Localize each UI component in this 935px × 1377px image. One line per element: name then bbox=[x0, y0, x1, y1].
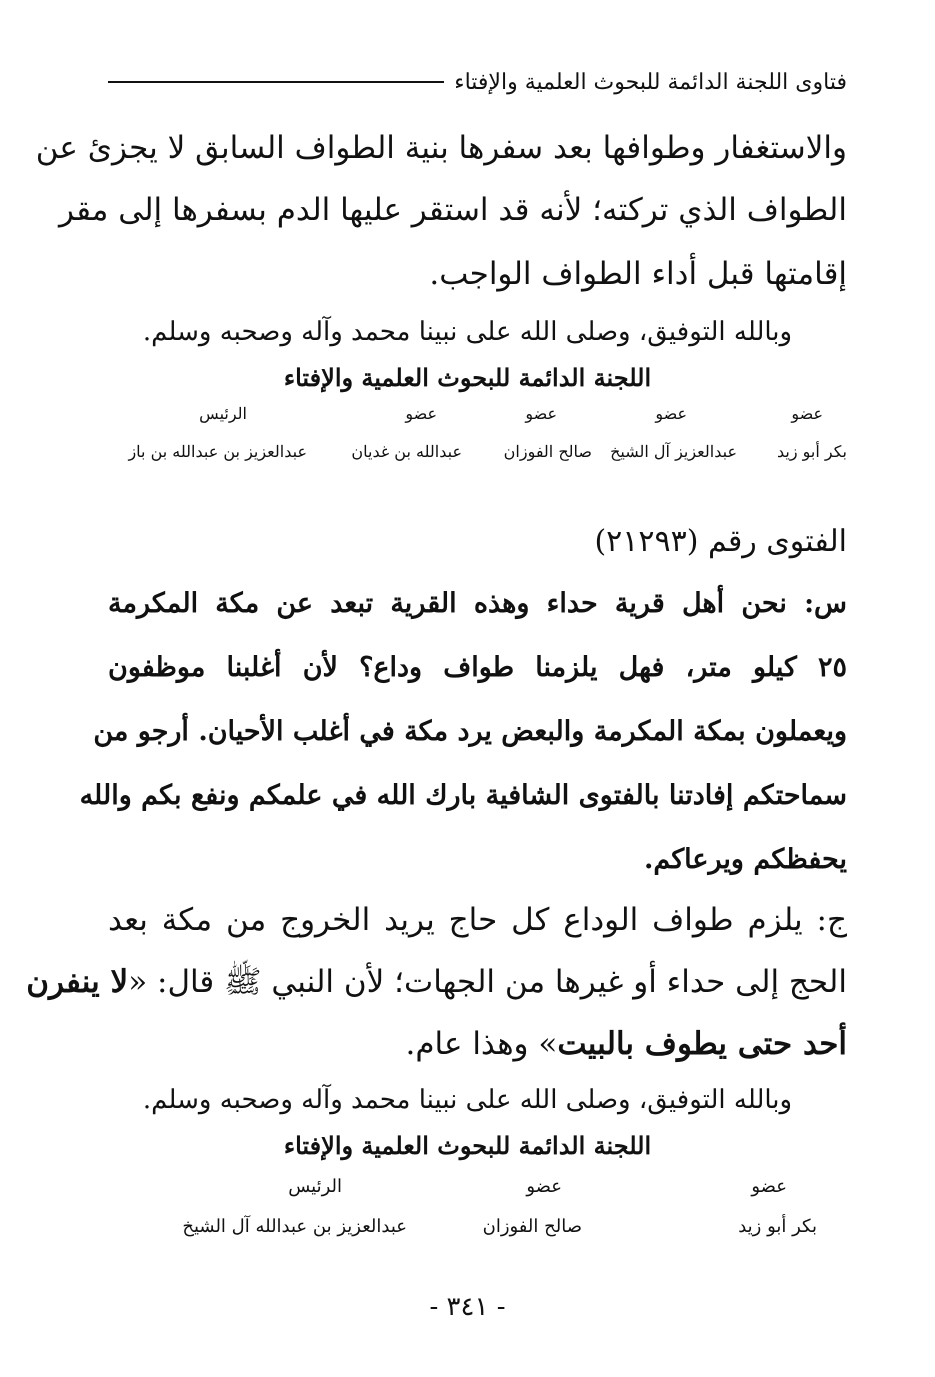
header-rule bbox=[108, 81, 444, 83]
role-label: عضو bbox=[526, 1176, 562, 1197]
question-line-5: يحفظكم ويرعاكم. bbox=[643, 844, 847, 875]
committee-title-1: اللجنة الدائمة للبحوث العلمية والإفتاء bbox=[283, 363, 652, 392]
hadith-quote-end: أحد حتى يطوف بالبيت bbox=[557, 1026, 847, 1062]
body-line-2: الطواف الذي تركته؛ لأنه قد استقر عليها الدم بسفرها إلى مقر bbox=[59, 192, 847, 228]
hadith-quote-start: لا ينفرن bbox=[26, 964, 129, 1000]
closing-prayer-2: وبالله التوفيق، وصلى الله على نبينا محمد وآله وصحبه وسلم. bbox=[142, 1085, 793, 1115]
signatory-name: عبدالعزيز بن عبدالله بن باز bbox=[128, 442, 307, 461]
signatory-names-2 bbox=[88, 1216, 847, 1240]
closing-prayer-1: وبالله التوفيق، وصلى الله على نبينا محمد وآله وصحبه وسلم. bbox=[142, 317, 793, 347]
body-line-3: إقامتها قبل أداء الطواف الواجب. bbox=[429, 256, 847, 292]
signatory-name: عبدالله بن غديان bbox=[351, 442, 462, 461]
question-line-4: سماحتكم إفادتنا بالفتوى الشافية بارك الله في علمكم ونفع بكم والله bbox=[79, 780, 847, 811]
signatory-name: بكر أبو زيد bbox=[776, 442, 847, 461]
role-label: عضو bbox=[655, 404, 687, 423]
question-line-1: س: نحن أهل قرية حداء وهذه القرية تبعد عن مكة المكرمة bbox=[108, 588, 847, 619]
answer-line-2-plain: الحج إلى حداء أو غيرها من الجهات؛ لأن النبي ﷺ قال: « bbox=[128, 964, 847, 1000]
answer-line-1: ج: يلزم طواف الوداع كل حاج يريد الخروج من مكة بعد bbox=[108, 902, 847, 938]
question-line-3: ويعملون بمكة المكرمة والبعض يرد مكة في أغلب الأحيان. أرجو من bbox=[93, 716, 847, 747]
signatory-name: عبدالعزيز آل الشيخ bbox=[610, 442, 737, 461]
signatory-roles-2 bbox=[88, 1176, 847, 1200]
answer-line-3-plain: » وهذا عام. bbox=[405, 1026, 558, 1062]
role-label: عضو bbox=[525, 404, 557, 423]
answer-line-2 bbox=[26, 958, 847, 1006]
signatory-names-1 bbox=[88, 442, 847, 466]
signatory-name: صالح الفوزان bbox=[503, 442, 592, 461]
role-label: عضو bbox=[751, 1176, 787, 1197]
role-label: الرئيس bbox=[288, 1176, 342, 1197]
answer-line-3 bbox=[108, 1020, 847, 1068]
fatwa-number: الفتوى رقم (٢١٢٩٣) bbox=[594, 524, 847, 559]
signatory-name: صالح الفوزان bbox=[482, 1216, 582, 1237]
signatory-name: عبدالعزيز بن عبدالله آل الشيخ bbox=[182, 1216, 407, 1237]
signatory-name: بكر أبو زيد bbox=[738, 1216, 817, 1237]
page-number: - ٣٤١ - bbox=[429, 1292, 506, 1322]
role-label: عضو bbox=[791, 404, 823, 423]
header-title: فتاوى اللجنة الدائمة للبحوث العلمية والإفتاء bbox=[454, 69, 847, 95]
role-label: عضو bbox=[405, 404, 437, 423]
question-line-2: ٢٥ كيلو متر، فهل يلزمنا طواف وداع؟ لأن أغلبنا موظفون bbox=[108, 652, 847, 683]
signatory-roles-1 bbox=[88, 404, 847, 428]
running-header bbox=[108, 62, 847, 102]
role-label: الرئيس bbox=[199, 404, 247, 423]
body-line-1: والاستغفار وطوافها بعد سفرها بنية الطواف السابق لا يجزئ عن bbox=[35, 130, 847, 166]
committee-title-2: اللجنة الدائمة للبحوث العلمية والإفتاء bbox=[283, 1131, 652, 1160]
